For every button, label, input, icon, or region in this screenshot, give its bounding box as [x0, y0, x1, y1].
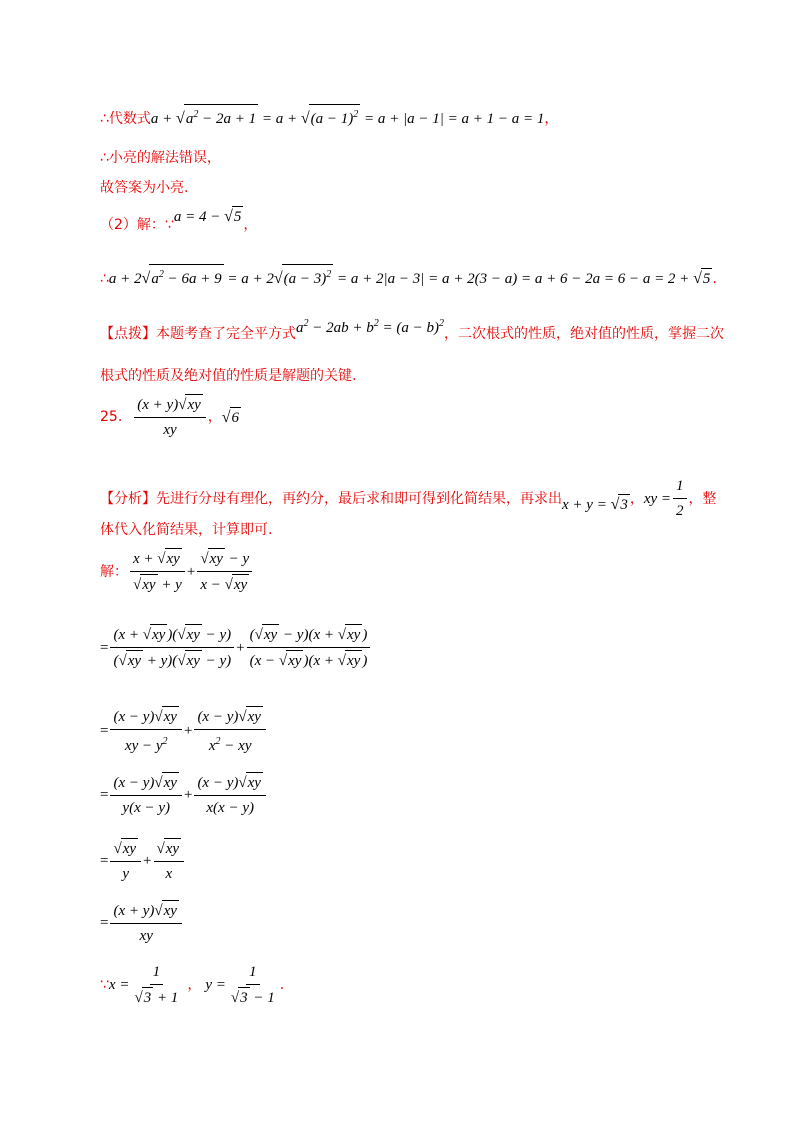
step3-fraction-b: $\frac{(x - y)√xy}{x^2 - xy}$ [194, 706, 266, 756]
remark-text-2: ，二次根式的性质，绝对值的性质，掌握二次 [443, 326, 724, 342]
remark-line-1 [100, 320, 724, 344]
solution-step-2: = $\frac{(x + √xy )(√xy - y)}{(√xy + y)(√xy - y)}$ + $\frac{(√xy - y)(x + √xy )}{(x - √xy )(x + √xy )}$ [100, 624, 372, 671]
step1-fraction-a: $\frac{x + √xy}{√xy + y}$ [130, 548, 185, 595]
answer-25-value: √6 [221, 408, 240, 426]
remark-text-1: 本题考查了完全平方式 [156, 326, 296, 342]
solution-line-3: 故答案为小亮. [100, 180, 189, 196]
line5-expression: $a + 2√a^2 - 6a + 9 = a + 2√(a - 3)^2 = a + 2|a - 3| = a + 2(3 - a) = a + 6 - 2a = 6 - a = 2 + √5$ [109, 271, 712, 287]
solution-line-4 [100, 208, 258, 235]
step7-suffix: . [279, 977, 285, 993]
x-value: x = $\frac{1}{√3 + 1}$ [108, 964, 179, 1006]
analysis-tag: 【分析】 [100, 490, 156, 507]
solution-step-3: = $\frac{(x - y)√xy}{xy - y^2}$ + $\frac{(x - y)√xy}{x^2 - xy}$ [100, 706, 268, 756]
analysis-text-1: 先进行分母有理化，再约分，最后求和即可得到化简结果，再求出 [156, 490, 562, 507]
step5-fraction-b: $\frac{√xy}{x}$ [154, 838, 185, 884]
step2-fraction-a: $\frac{(x + √xy )(√xy - y)}{(√xy + y)(√xy - y)}$ [110, 624, 234, 671]
remark-line-2: 根式的性质及绝对值的性质是解题的关键. [100, 368, 357, 384]
line1-suffix: ， [544, 111, 559, 127]
question-number: 25. [100, 409, 123, 425]
solution-line-2: ∴小亮的解法错误， [100, 150, 221, 166]
step3-fraction-a: $\frac{(x - y)√xy}{xy - y^2}$ [110, 706, 182, 756]
perfect-square-formula: $a^2 - 2ab + b^2 = (a - b)^2$ [296, 318, 444, 336]
analysis-text-2: ，整 [688, 490, 717, 507]
solution-step-7 [100, 962, 284, 1008]
solution-prefix: 解： [100, 563, 128, 580]
line1-prefix: ∴代数式 [100, 111, 151, 127]
step2-fraction-b: $\frac{(√xy - y)(x + √xy )}{(x - √xy )(x + √xy )}$ [247, 624, 371, 671]
solution-step-4: = $\frac{(x - y)√xy}{y(x - y)}$ + $\frac{(x - y)√xy}{x(x - y)}$ [100, 772, 268, 818]
solution-step-6: = $\frac{(x + y)√xy}{xy}$ [100, 900, 184, 946]
analysis-line-2: 体代入化简结果，计算即可. [100, 522, 273, 538]
step7-separator: ， [187, 977, 202, 993]
analysis-expr-sum: x + y = √3 [562, 496, 628, 513]
solution-line-5 [100, 264, 717, 289]
analysis-line-1 [100, 476, 717, 521]
plus-sign: + [186, 563, 196, 580]
solution-step-5: = $\frac{√xy}{y}$ + $\frac{√xy}{x}$ [100, 838, 186, 884]
step5-fraction-a: $\frac{√xy}{y}$ [110, 838, 141, 884]
answer-25 [100, 394, 241, 440]
line4-suffix: ， [243, 217, 258, 233]
because-symbol: ∵ [100, 977, 109, 993]
analysis-separator: ， [629, 490, 644, 507]
y-value: y = $\frac{1}{√3 - 1}$ [205, 964, 275, 1006]
line5-suffix: . [712, 271, 717, 287]
remark-tag: 【点拨】 [100, 326, 156, 342]
line1-expression: $a + √a^2 - 2a + 1 = a + √(a - 1)^2 = a + |a - 1| = a + 1 - a = 1$ [151, 111, 544, 127]
step6-fraction: $\frac{(x + y)√xy}{xy}$ [110, 900, 182, 946]
answer-25-separator: ， [207, 409, 222, 425]
step4-fraction-a: $\frac{(x - y)√xy}{y(x - y)}$ [110, 772, 182, 818]
step1-fraction-b: $\frac{√xy - y}{x - √xy}$ [197, 548, 252, 595]
line4-prefix: （2）解：∵ [100, 217, 174, 233]
line4-expression: a = 4 − √5 [173, 208, 242, 225]
solution-step-1 [100, 548, 254, 595]
answer-25-fraction: $\frac{(x + y)√xy}{xy}$ [134, 394, 206, 440]
step4-fraction-b: $\frac{(x - y)√xy}{x(x - y)}$ [194, 772, 266, 818]
analysis-expr-product: xy = $\frac{1}{2}$ [644, 476, 689, 521]
solution-line-1 [100, 104, 558, 129]
line5-prefix: ∴ [100, 271, 109, 287]
